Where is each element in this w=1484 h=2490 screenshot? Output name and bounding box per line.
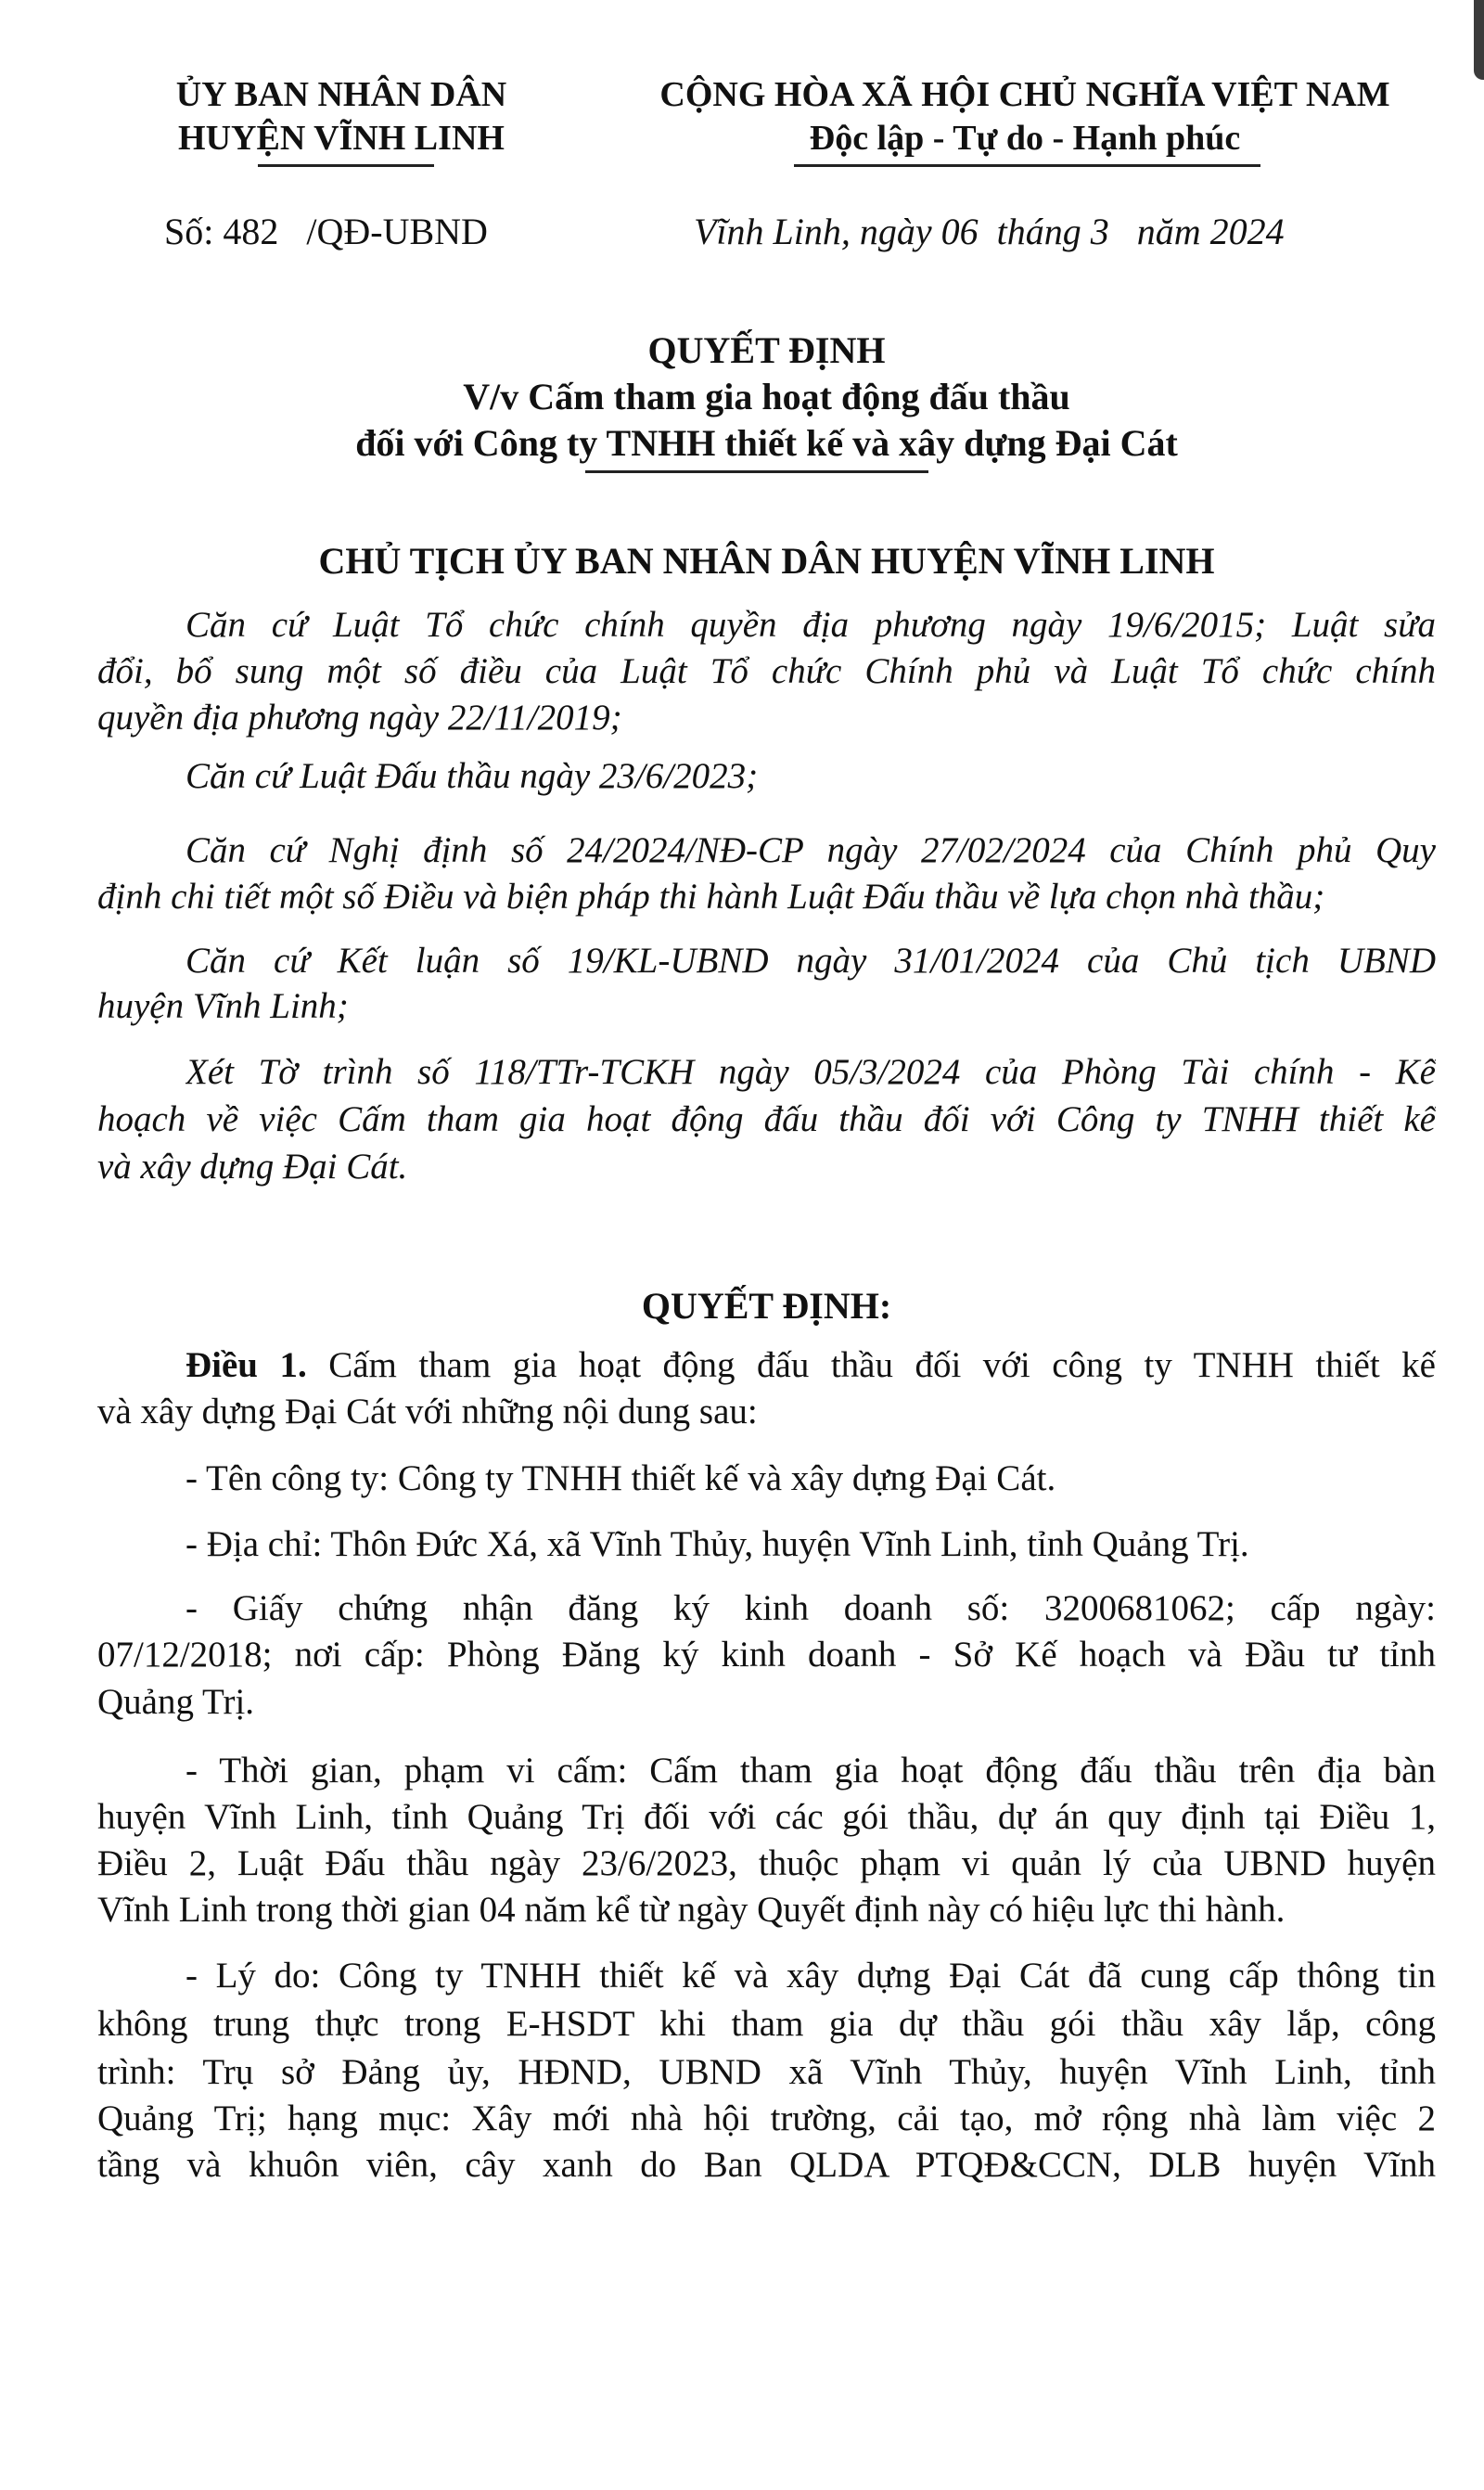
agency-name-line-2: HUYỆN VĨNH LINH bbox=[178, 119, 505, 158]
document-subject-line-2: đối với Công ty TNHH thiết kế và xây dựng Đại Cát bbox=[355, 422, 1178, 464]
preamble-line: đổi, bổ sung một số điều của Luật Tổ chức Chính phủ và Luật Tổ chức chính bbox=[97, 651, 1436, 691]
item-reason: không trung thực trong E-HSDT khi tham gia dự thầu gói thầu xây lắp, công bbox=[97, 2004, 1436, 2044]
item-reason: Quảng Trị; hạng mục: Xây mới nhà hội trường, cải tạo, mở rộng nhà làm việc 2 bbox=[97, 2099, 1436, 2138]
decision-heading: QUYẾT ĐỊNH: bbox=[641, 1285, 892, 1327]
preamble-line: định chi tiết một số Điều và biện pháp thi hành Luật Đấu thầu về lựa chọn nhà thầu; bbox=[97, 877, 1325, 917]
preamble-line: Căn cứ Luật Tổ chức chính quyền địa phương ngày 19/6/2015; Luật sửa bbox=[186, 605, 1436, 645]
preamble-line: hoạch về việc Cấm tham gia hoạt động đấu thầu đối với Công ty TNHH thiết kế bbox=[97, 1099, 1436, 1139]
item-ban-scope: huyện Vĩnh Linh, tỉnh Quảng Trị đối với các gói thầu, dự án quy định tại Điều 1, bbox=[97, 1797, 1436, 1837]
article-1-line: và xây dựng Đại Cát với những nội dung sau: bbox=[97, 1392, 758, 1431]
item-business-registration: Quảng Trị. bbox=[97, 1682, 255, 1722]
item-ban-scope: - Thời gian, phạm vi cấm: Cấm tham gia hoạt động đấu thầu trên địa bàn bbox=[186, 1751, 1436, 1790]
preamble-line: Căn cứ Nghị định số 24/2024/NĐ-CP ngày 27/02/2024 của Chính phủ Quy bbox=[186, 830, 1436, 870]
item-reason: tầng và khuôn viên, cây xanh do Ban QLDA PTQĐ&CCN, DLB huyện Vĩnh bbox=[97, 2145, 1436, 2185]
document-subject-line-1: V/v Cấm tham gia hoạt động đấu thầu bbox=[463, 376, 1070, 417]
national-title: CỘNG HÒA XÃ HỘI CHỦ NGHĨA VIỆT NAM bbox=[659, 75, 1390, 114]
agency-underline bbox=[258, 164, 434, 167]
scroll-indicator[interactable] bbox=[1474, 0, 1484, 80]
document-title: QUYẾT ĐỊNH bbox=[647, 329, 886, 371]
agency-name-line-1: ỦY BAN NHÂN DÂN bbox=[175, 75, 507, 114]
preamble-line: Căn cứ Kết luận số 19/KL-UBND ngày 31/01/2024 của Chủ tịch UBND bbox=[186, 941, 1436, 981]
preamble-line: quyền địa phương ngày 22/11/2019; bbox=[97, 698, 622, 738]
preamble-line: và xây dựng Đại Cát. bbox=[97, 1147, 408, 1187]
item-ban-scope: Điều 2, Luật Đấu thầu ngày 23/6/2023, thuộc phạm vi quản lý của UBND huyện bbox=[97, 1843, 1436, 1883]
item-business-registration: 07/12/2018; nơi cấp: Phòng Đăng ký kinh doanh - Sở Kế hoạch và Đầu tư tỉnh bbox=[97, 1635, 1436, 1675]
preamble-line: huyện Vĩnh Linh; bbox=[97, 986, 349, 1026]
national-motto: Độc lập - Tự do - Hạnh phúc bbox=[809, 119, 1241, 158]
preamble-line: Xét Tờ trình số 118/TTr-TCKH ngày 05/3/2024 của Phòng Tài chính - Kế bbox=[186, 1052, 1436, 1092]
item-business-registration: - Giấy chứng nhận đăng ký kinh doanh số: 3200681062; cấp ngày: bbox=[186, 1588, 1436, 1628]
item-ban-scope: Vĩnh Linh trong thời gian 04 năm kể từ ngày Quyết định này có hiệu lực thi hành. bbox=[97, 1890, 1286, 1930]
article-1-line bbox=[186, 1341, 1436, 1389]
item-reason: - Lý do: Công ty TNHH thiết kế và xây dựng Đại Cát đã cung cấp thông tin bbox=[186, 1956, 1436, 1996]
preamble-line: Căn cứ Luật Đấu thầu ngày 23/6/2023; bbox=[186, 756, 759, 796]
article-1-text: Cấm tham gia hoạt động đấu thầu đối với công ty TNHH thiết kế bbox=[306, 1345, 1436, 1385]
motto-underline bbox=[794, 164, 1260, 167]
item-address: - Địa chỉ: Thôn Đức Xá, xã Vĩnh Thủy, huyện Vĩnh Linh, tỉnh Quảng Trị. bbox=[186, 1524, 1249, 1564]
document-date: Vĩnh Linh, ngày 06 tháng 3 năm 2024 bbox=[694, 211, 1285, 252]
item-company-name: - Tên công ty: Công ty TNHH thiết kế và xây dựng Đại Cát. bbox=[186, 1458, 1056, 1498]
article-1-label: Điều 1. bbox=[186, 1345, 307, 1385]
issuing-authority: CHỦ TỊCH ỦY BAN NHÂN DÂN HUYỆN VĨNH LINH bbox=[318, 540, 1215, 582]
title-underline bbox=[585, 470, 928, 473]
item-reason: trình: Trụ sở Đảng ủy, HĐND, UBND xã Vĩnh Thủy, huyện Vĩnh Linh, tỉnh bbox=[97, 2052, 1436, 2092]
document-number: Số: 482 /QĐ-UBND bbox=[164, 211, 488, 252]
